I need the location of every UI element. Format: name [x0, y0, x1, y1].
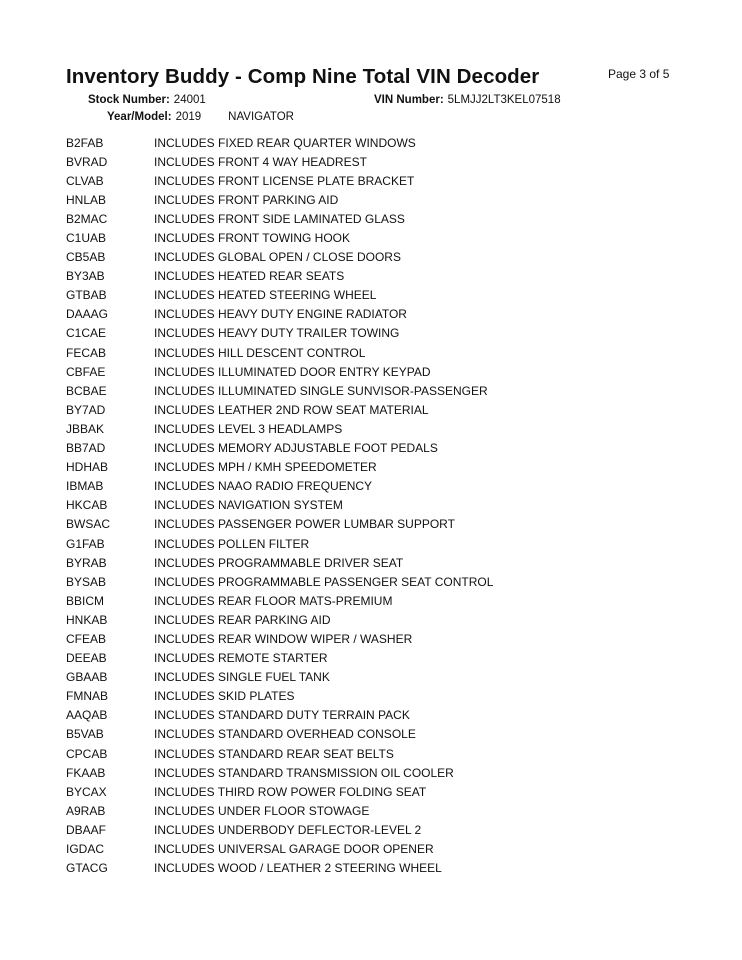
option-code: BYCAX	[66, 784, 107, 799]
option-row	[66, 591, 666, 610]
option-code: HNLAB	[66, 192, 107, 207]
vin-number-value: 5LMJJ2LT3KEL07518	[447, 94, 561, 106]
option-code: CB5AB	[66, 250, 106, 265]
option-code: C1UAB	[66, 231, 107, 246]
option-description: INCLUDES LEATHER 2ND ROW SEAT MATERIAL	[154, 402, 429, 417]
option-description: INCLUDES HILL DESCENT CONTROL	[154, 345, 366, 360]
option-description: INCLUDES SINGLE FUEL TANK	[154, 670, 330, 685]
option-code: JBBAK	[66, 421, 105, 436]
option-description: INCLUDES ILLUMINATED SINGLE SUNVISOR-PASSENGER	[154, 383, 488, 398]
stock-number	[88, 94, 206, 106]
option-code: CFEAB	[66, 631, 107, 646]
option-description: INCLUDES NAAO RADIO FREQUENCY	[154, 479, 373, 494]
option-code: B5VAB	[66, 727, 104, 742]
option-code: B2MAC	[66, 211, 108, 226]
option-description: INCLUDES UNDERBODY DEFLECTOR-LEVEL 2	[154, 822, 422, 837]
option-row	[66, 763, 666, 782]
option-code: CPCAB	[66, 746, 108, 761]
option-code: CLVAB	[66, 173, 104, 188]
option-description: INCLUDES STANDARD DUTY TERRAIN PACK	[154, 708, 410, 723]
option-code: IGDAC	[66, 842, 105, 857]
stock-number-value: 24001	[173, 94, 206, 106]
option-row	[66, 381, 666, 400]
option-description: INCLUDES FRONT PARKING AID	[154, 192, 339, 207]
option-code: FMNAB	[66, 689, 108, 704]
document-title: Inventory Buddy - Comp Nine Total VIN Decoder	[66, 65, 540, 88]
option-code: IBMAB	[66, 479, 104, 494]
option-description: INCLUDES STANDARD TRANSMISSION OIL COOLER	[154, 765, 454, 780]
stock-number-label: Stock Number:	[88, 94, 170, 106]
option-description: INCLUDES UNIVERSAL GARAGE DOOR OPENER	[154, 842, 434, 857]
year-value: 2019	[175, 111, 202, 123]
option-code: BY7AD	[66, 402, 106, 417]
option-description: INCLUDES POLLEN FILTER	[154, 536, 310, 551]
option-description: INCLUDES REAR PARKING AID	[154, 612, 331, 627]
option-code: DBAAF	[66, 822, 107, 837]
option-code: A9RAB	[66, 803, 106, 818]
option-description: INCLUDES SKID PLATES	[154, 689, 295, 704]
option-row	[66, 572, 666, 591]
option-row	[66, 668, 666, 687]
option-code: FECAB	[66, 345, 107, 360]
option-code: HDHAB	[66, 460, 109, 475]
option-row	[66, 286, 666, 305]
option-code: GTBAB	[66, 288, 107, 303]
option-code: CBFAE	[66, 364, 106, 379]
option-row	[66, 859, 666, 878]
option-description: INCLUDES HEAVY DUTY TRAILER TOWING	[154, 326, 400, 341]
option-description: INCLUDES HEATED REAR SEATS	[154, 269, 345, 284]
option-description: INCLUDES THIRD ROW POWER FOLDING SEAT	[154, 784, 427, 799]
option-description: INCLUDES REAR WINDOW WIPER / WASHER	[154, 631, 413, 646]
vin-number	[374, 94, 561, 106]
option-code: BVRAD	[66, 154, 108, 169]
option-description: INCLUDES PROGRAMMABLE DRIVER SEAT	[154, 555, 404, 570]
option-row	[66, 267, 666, 286]
option-code: GTACG	[66, 861, 108, 876]
option-list	[66, 133, 666, 878]
option-row	[66, 248, 666, 267]
option-code: B2FAB	[66, 135, 104, 150]
option-description: INCLUDES FRONT 4 WAY HEADREST	[154, 154, 367, 169]
option-row	[66, 534, 666, 553]
option-row	[66, 400, 666, 419]
option-row	[66, 362, 666, 381]
option-description: INCLUDES REAR FLOOR MATS-PREMIUM	[154, 593, 393, 608]
option-code: BYSAB	[66, 574, 107, 589]
option-code: C1CAE	[66, 326, 107, 341]
option-row	[66, 171, 666, 190]
year-model	[107, 111, 294, 123]
option-row	[66, 725, 666, 744]
option-row	[66, 419, 666, 438]
option-code: DAAAG	[66, 307, 109, 322]
option-row	[66, 610, 666, 629]
option-row	[66, 324, 666, 343]
model-value: NAVIGATOR	[228, 111, 294, 123]
option-description: INCLUDES MEMORY ADJUSTABLE FOOT PEDALS	[154, 441, 438, 456]
option-row	[66, 477, 666, 496]
option-description: INCLUDES STANDARD REAR SEAT BELTS	[154, 746, 394, 761]
option-row	[66, 343, 666, 362]
option-description: INCLUDES FRONT LICENSE PLATE BRACKET	[154, 173, 415, 188]
option-row	[66, 687, 666, 706]
option-code: BY3AB	[66, 269, 105, 284]
option-code: BBICM	[66, 593, 105, 608]
option-code: BCBAE	[66, 383, 107, 398]
option-description: INCLUDES HEATED STEERING WHEEL	[154, 288, 377, 303]
option-row	[66, 744, 666, 763]
option-code: DEEAB	[66, 651, 107, 666]
option-code: BYRAB	[66, 555, 107, 570]
option-description: INCLUDES REMOTE STARTER	[154, 651, 328, 666]
option-row	[66, 305, 666, 324]
option-description: INCLUDES STANDARD OVERHEAD CONSOLE	[154, 727, 416, 742]
option-code: G1FAB	[66, 536, 105, 551]
option-row	[66, 706, 666, 725]
option-row	[66, 839, 666, 858]
option-description: INCLUDES LEVEL 3 HEADLAMPS	[154, 421, 343, 436]
page-number: Page 3 of 5	[608, 67, 670, 81]
option-row	[66, 458, 666, 477]
option-code: GBAAB	[66, 670, 108, 685]
option-description: INCLUDES PROGRAMMABLE PASSENGER SEAT CONTROL	[154, 574, 494, 589]
option-description: INCLUDES WOOD / LEATHER 2 STEERING WHEEL	[154, 861, 442, 876]
option-code: HNKAB	[66, 612, 108, 627]
option-row	[66, 629, 666, 648]
option-description: INCLUDES UNDER FLOOR STOWAGE	[154, 803, 370, 818]
option-description: INCLUDES FRONT SIDE LAMINATED GLASS	[154, 211, 405, 226]
option-row	[66, 820, 666, 839]
option-row	[66, 209, 666, 228]
option-code: BWSAC	[66, 517, 111, 532]
option-code: BB7AD	[66, 441, 106, 456]
option-description: INCLUDES HEAVY DUTY ENGINE RADIATOR	[154, 307, 407, 322]
option-row	[66, 782, 666, 801]
option-description: INCLUDES MPH / KMH SPEEDOMETER	[154, 460, 377, 475]
option-description: INCLUDES PASSENGER POWER LUMBAR SUPPORT	[154, 517, 455, 532]
option-row	[66, 649, 666, 668]
option-row	[66, 152, 666, 171]
vin-number-label: VIN Number:	[374, 94, 444, 106]
option-row	[66, 228, 666, 247]
option-code: AAQAB	[66, 708, 108, 723]
option-code: FKAAB	[66, 765, 106, 780]
option-description: INCLUDES FIXED REAR QUARTER WINDOWS	[154, 135, 416, 150]
option-row	[66, 190, 666, 209]
option-description: INCLUDES FRONT TOWING HOOK	[154, 231, 351, 246]
option-description: INCLUDES NAVIGATION SYSTEM	[154, 498, 343, 513]
option-row	[66, 439, 666, 458]
option-description: INCLUDES ILLUMINATED DOOR ENTRY KEYPAD	[154, 364, 431, 379]
option-row	[66, 801, 666, 820]
year-model-label: Year/Model:	[107, 111, 172, 123]
option-row	[66, 496, 666, 515]
option-row	[66, 553, 666, 572]
option-description: INCLUDES GLOBAL OPEN / CLOSE DOORS	[154, 250, 401, 265]
option-row	[66, 515, 666, 534]
option-row	[66, 133, 666, 152]
option-code: HKCAB	[66, 498, 108, 513]
